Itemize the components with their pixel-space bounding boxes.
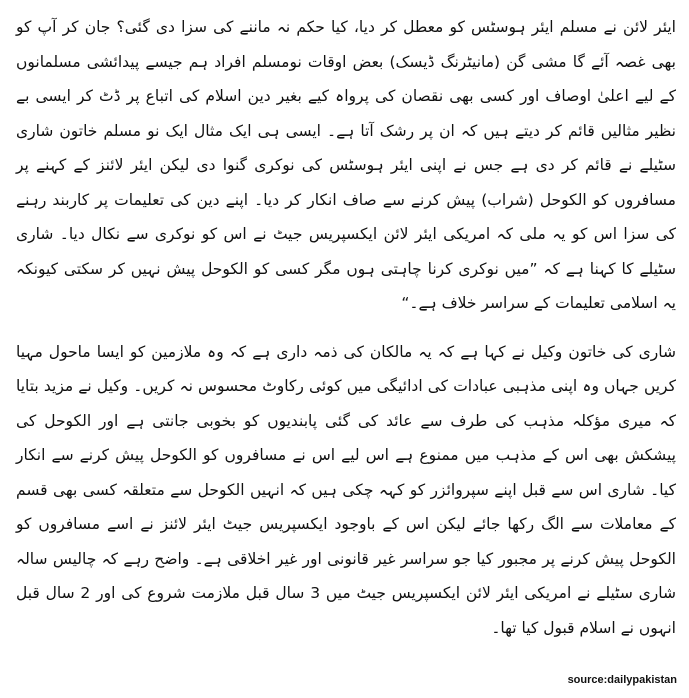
- article-paragraph-1: ایئر لائن نے مسلم ایئر ہوسٹس کو معطل کر دیا، کیا حکم نہ ماننے کی سزا دی گئی؟ جان کر آپ کو بھی غصہ آئے گا مشی گن (مانیٹرنگ ڈیسک) بعض اوقات نومسلم افراد ہم جیسے پیدائشی مسلمانوں کے لیے اعلیٰ اوصاف اور کسی بھی نقصان کی پرواہ کیے بغیر دین اسلام کی اتباع پر ڈٹ کر ایسی بے نظیر مثالیں قائم کر دیتے ہیں کہ ان پر رشک آتا ہے۔ ایسی ہی ایک مثال ایک نو مسلم خاتون شاری سٹیلے نے قائم کر دی ہے جس نے اپنی ایئر ہوسٹس کی نوکری گنوا دی لیکن ایئر لائنز کے کہنے پر مسافروں کو الکوحل (شراب) پیش کرنے سے صاف انکار کر دیا۔ اپنے دین کی تعلیمات پر کاربند رہنے کی سزا اس کو یہ ملی کہ امریکی ایئر لائن ایکسپریس جیٹ نے اس کو نوکری سے نکال دیا۔ شاری سٹیلے کا کہنا ہے کہ ”میں نوکری کرنا چاہتی ہوں مگر کسی کو الکوحل پیش نہیں کر سکتی کیونکہ یہ اسلامی تعلیمات کے سراسر خلاف ہے۔“: [16, 18, 676, 312]
- article-body: [16, 10, 676, 645]
- article-paragraph-2: شاری کی خاتون وکیل نے کہا ہے کہ یہ مالکان کی ذمہ داری ہے کہ وہ ملازمین کو ایسا ماحول مہیا کریں جہاں وہ اپنی مذہبی عبادات کی ادائیگی میں کوئی رکاوٹ محسوس نہ کریں۔ وکیل نے مزید بتایا کہ میری مؤکلہ مذہب کی طرف سے عائد کی گئی پابندیوں کو بخوبی جانتی ہے اور الکوحل کی پیشکش بھی اس کے مذہب میں ممنوع ہے اس لیے اس نے مسافروں کو الکوحل پیش کرنے سے انکار کیا۔ شاری اس سے قبل اپنے سپروائزر کو کہہ چکی ہیں کہ انہیں الکوحل سے متعلقہ کسی بھی قسم کے معاملات سے الگ رکھا جائے لیکن اس کے باوجود ایکسپریس جیٹ ایئر لائنز نے اسے مسافروں کو الکوحل پیش کرنے پر مجبور کیا جو سراسر غیر قانونی اور غیر اخلاقی ہے۔ واضح رہے کہ چالیس سالہ شاری سٹیلے نے امریکی ایئر لائن ایکسپریس جیٹ میں 3 سال قبل ملازمت شروع کی اور 2 سال قبل انہوں نے اسلام قبول کیا تھا۔: [16, 342, 676, 637]
- source-credit: source:dailypakistan: [567, 674, 677, 686]
